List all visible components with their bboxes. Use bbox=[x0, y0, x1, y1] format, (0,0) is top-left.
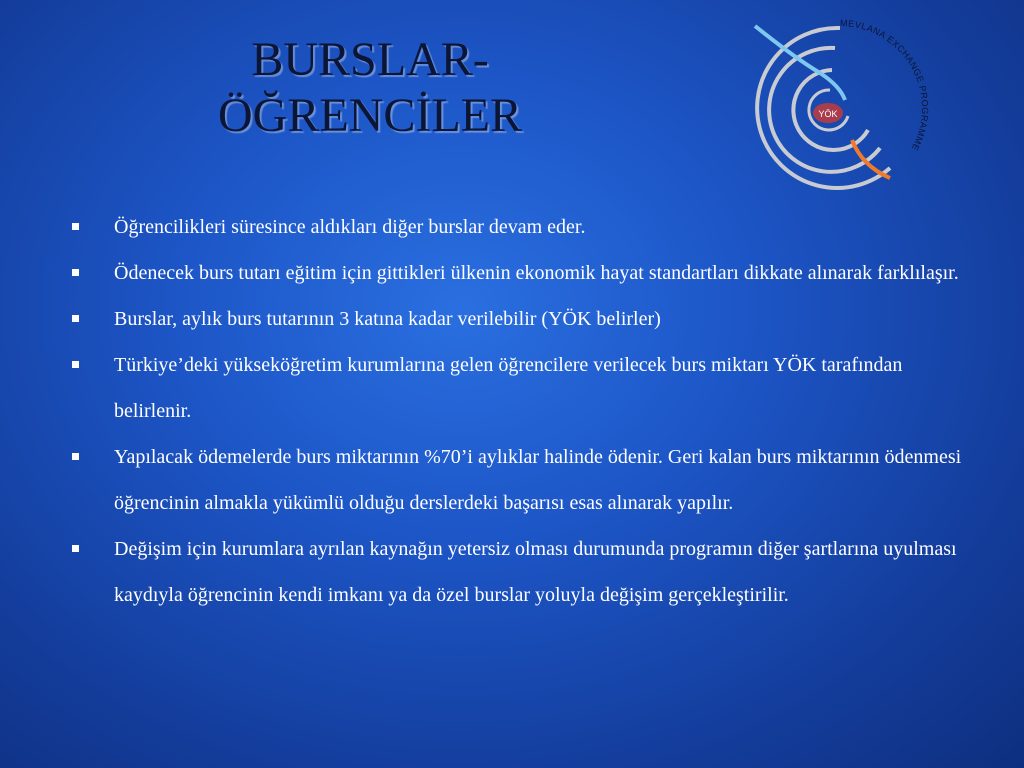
title-line-2: ÖĞRENCİLER bbox=[218, 89, 522, 142]
title-line-1: BURSLAR- bbox=[251, 33, 489, 86]
bullet-list bbox=[72, 204, 972, 618]
logo-center-text: YÖK bbox=[818, 109, 838, 119]
square-bullet-icon bbox=[72, 269, 79, 276]
svg-text:MEVLANA EXCHANGE PROGRAMME bbox=[840, 18, 930, 153]
slide-title bbox=[150, 32, 590, 144]
bullet-text: Yapılacak ödemelerde burs miktarının %70’i aylıklar halinde ödenir. Geri kalan burs miktarının ödenmesi öğrencinin almakla yükümlü olduğu derslerdeki başarısı esas alınarak yapılır. bbox=[114, 446, 962, 514]
list-item bbox=[72, 434, 972, 526]
bullet-text: Değişim için kurumlara ayrılan kaynağın yetersiz olması durumunda programın diğer şartlarına uyulması kaydıyla öğrencinin kendi imkanı ya da özel burslar yoluyla değişim gerçekleştirilir. bbox=[114, 538, 957, 606]
list-item bbox=[72, 342, 972, 434]
list-item bbox=[72, 296, 972, 342]
square-bullet-icon bbox=[72, 453, 79, 460]
logo-ring-text: MEVLANA EXCHANGE PROGRAMME bbox=[839, 18, 931, 153]
bullet-text: Türkiye’deki yükseköğretim kurumlarına gelen öğrencilere verilecek burs miktarı YÖK tarafından belirlenir. bbox=[114, 354, 903, 422]
square-bullet-icon bbox=[72, 361, 79, 368]
list-item bbox=[72, 204, 972, 250]
list-item bbox=[72, 250, 972, 296]
bullet-text: Öğrencilikleri süresince aldıkları diğer burslar devam eder. bbox=[114, 216, 586, 238]
square-bullet-icon bbox=[72, 223, 79, 230]
square-bullet-icon bbox=[72, 545, 79, 552]
bullet-text: Burslar, aylık burs tutarının 3 katına kadar verilebilir (YÖK belirler) bbox=[114, 308, 661, 330]
mevlana-logo-icon bbox=[740, 18, 940, 193]
list-item bbox=[72, 526, 972, 618]
bullet-text: Ödenecek burs tutarı eğitim için gittikleri ülkenin ekonomik hayat standartları dikkate alınarak farklılaşır. bbox=[114, 262, 959, 284]
square-bullet-icon bbox=[72, 315, 79, 322]
